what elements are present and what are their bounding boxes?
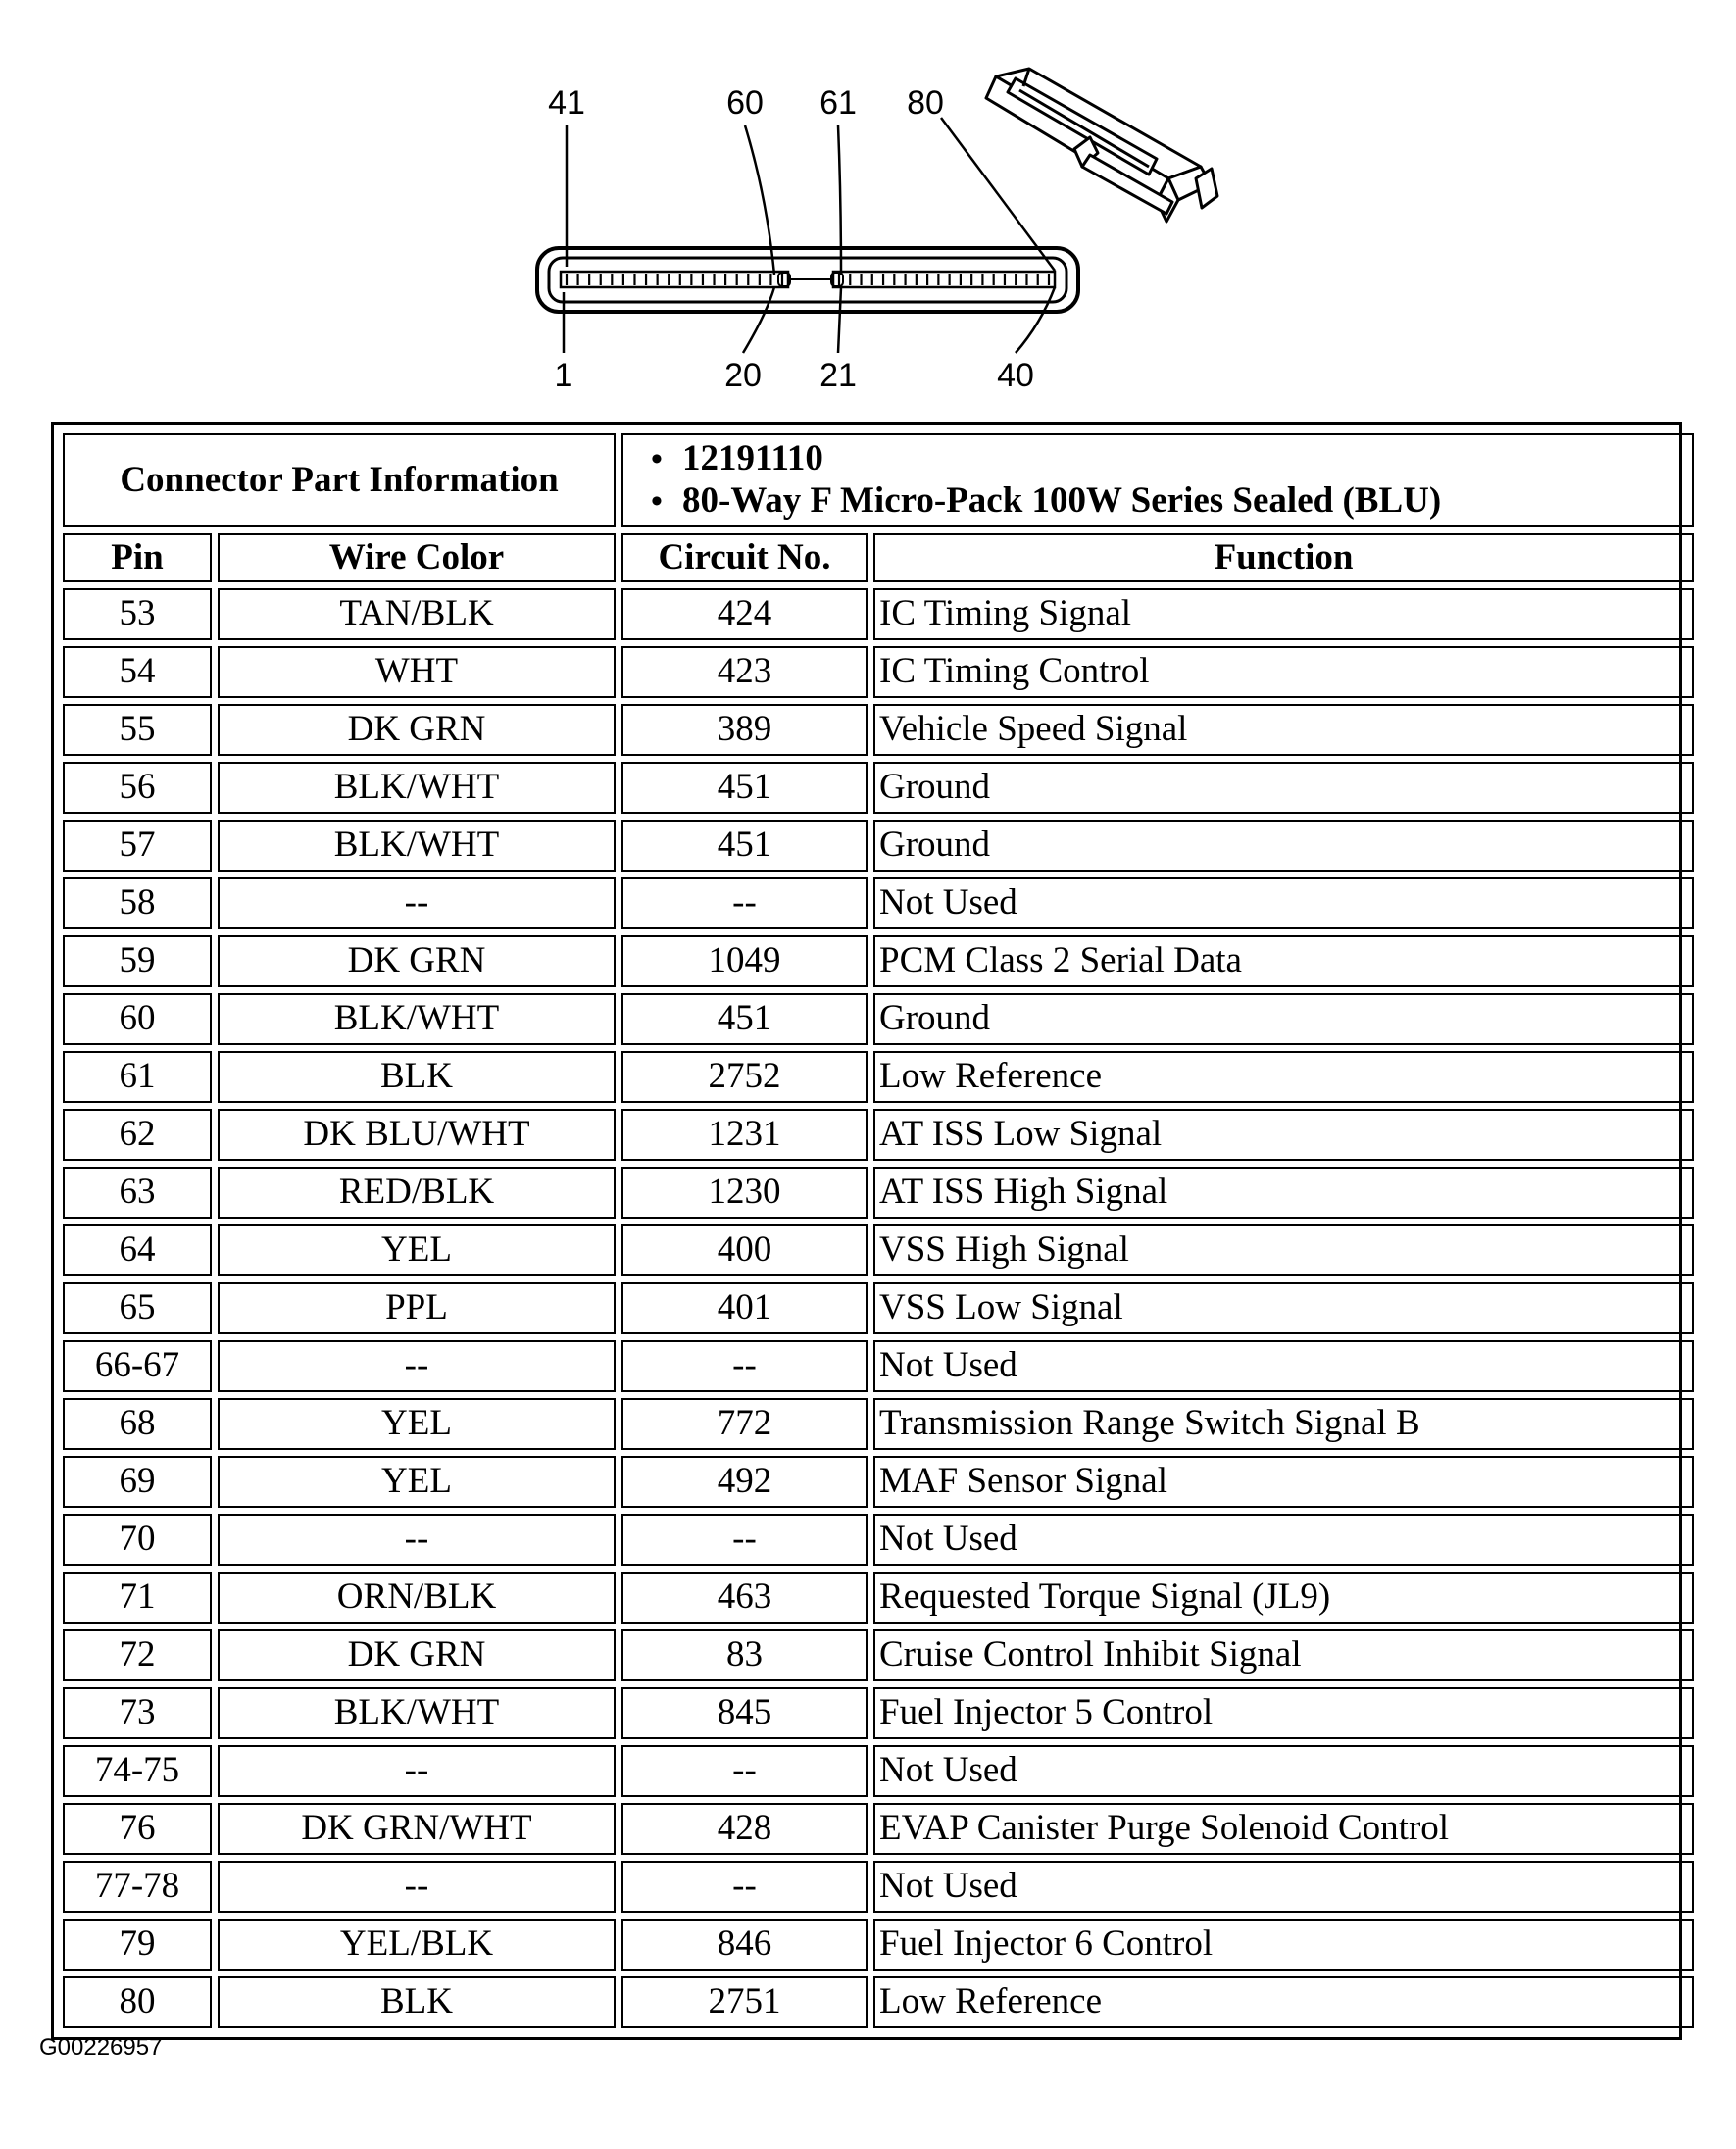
connector-diagram <box>0 0 1736 422</box>
wire-color-cell: DK GRN <box>218 935 616 987</box>
table-row <box>63 1629 1694 1681</box>
wire-color-cell: DK GRN <box>218 704 616 756</box>
circuit-cell: 1230 <box>621 1167 868 1219</box>
pin-cell: 64 <box>63 1224 212 1276</box>
function-cell: AT ISS High Signal <box>873 1167 1694 1219</box>
wire-color-cell: WHT <box>218 646 616 698</box>
circuit-cell: 846 <box>621 1919 868 1971</box>
pin-row-left <box>567 274 782 285</box>
pin-cell: 62 <box>63 1109 212 1161</box>
function-cell: Low Reference <box>873 1051 1694 1103</box>
table-row <box>63 1456 1694 1508</box>
circuit-cell: 772 <box>621 1398 868 1450</box>
pin-label-40: 40 <box>997 357 1034 394</box>
pinout-table-frame <box>51 422 1682 2040</box>
pin-cell: 79 <box>63 1919 212 1971</box>
pin-row-right <box>839 274 1049 285</box>
table-row <box>63 1340 1694 1392</box>
function-cell: Requested Torque Signal (JL9) <box>873 1572 1694 1624</box>
table-row <box>63 1109 1694 1161</box>
wire-color-cell: -- <box>218 1745 616 1797</box>
pin-cell: 65 <box>63 1282 212 1334</box>
function-cell: AT ISS Low Signal <box>873 1109 1694 1161</box>
column-header-wire-color: Wire Color <box>218 533 616 582</box>
function-cell: Low Reference <box>873 1976 1694 2028</box>
function-cell: EVAP Canister Purge Solenoid Control <box>873 1803 1694 1855</box>
circuit-cell: -- <box>621 1861 868 1913</box>
circuit-cell: 428 <box>621 1803 868 1855</box>
function-cell: VSS Low Signal <box>873 1282 1694 1334</box>
function-cell: Transmission Range Switch Signal B <box>873 1398 1694 1450</box>
circuit-cell: 2752 <box>621 1051 868 1103</box>
pin-cell: 80 <box>63 1976 212 2028</box>
pin-label-21: 21 <box>819 357 857 394</box>
pin-cell: 55 <box>63 704 212 756</box>
table-row <box>63 1398 1694 1450</box>
circuit-cell: 451 <box>621 993 868 1045</box>
table-row <box>63 762 1694 814</box>
connector-info-values <box>621 433 1694 527</box>
table-row <box>63 877 1694 929</box>
connector-face <box>537 248 1078 312</box>
table-row <box>63 1745 1694 1797</box>
connector-3d-view <box>986 69 1217 222</box>
pin-cell: 60 <box>63 993 212 1045</box>
pinout-table <box>57 427 1700 2034</box>
table-row <box>63 646 1694 698</box>
table-row <box>63 1803 1694 1855</box>
circuit-cell: 451 <box>621 820 868 872</box>
pin-cell: 76 <box>63 1803 212 1855</box>
wire-color-cell: TAN/BLK <box>218 588 616 640</box>
table-row <box>63 1572 1694 1624</box>
wire-color-cell: BLK <box>218 1976 616 2028</box>
circuit-cell: 463 <box>621 1572 868 1624</box>
pin-cell: 71 <box>63 1572 212 1624</box>
circuit-cell: -- <box>621 1514 868 1566</box>
wire-color-cell: YEL <box>218 1398 616 1450</box>
circuit-cell: -- <box>621 877 868 929</box>
circuit-cell: 492 <box>621 1456 868 1508</box>
circuit-cell: 1231 <box>621 1109 868 1161</box>
pin-cell: 58 <box>63 877 212 929</box>
table-row <box>63 1514 1694 1566</box>
wire-color-cell: -- <box>218 1514 616 1566</box>
table-header-row <box>63 533 1694 582</box>
pin-cell: 57 <box>63 820 212 872</box>
pin-label-80: 80 <box>907 84 944 122</box>
circuit-cell: 845 <box>621 1687 868 1739</box>
circuit-cell: 400 <box>621 1224 868 1276</box>
wire-color-cell: ORN/BLK <box>218 1572 616 1624</box>
table-row <box>63 1687 1694 1739</box>
wire-color-cell: RED/BLK <box>218 1167 616 1219</box>
wire-color-cell: -- <box>218 1861 616 1913</box>
pin-cell: 77-78 <box>63 1861 212 1913</box>
table-row <box>63 704 1694 756</box>
wire-color-cell: BLK/WHT <box>218 1687 616 1739</box>
circuit-cell: 389 <box>621 704 868 756</box>
wire-color-cell: BLK <box>218 1051 616 1103</box>
circuit-cell: 1049 <box>621 935 868 987</box>
pin-cell: 61 <box>63 1051 212 1103</box>
function-cell: PCM Class 2 Serial Data <box>873 935 1694 987</box>
circuit-cell: 2751 <box>621 1976 868 2028</box>
circuit-cell: -- <box>621 1745 868 1797</box>
pin-cell: 70 <box>63 1514 212 1566</box>
wire-color-cell: BLK/WHT <box>218 993 616 1045</box>
wire-color-cell: BLK/WHT <box>218 820 616 872</box>
function-cell: Not Used <box>873 1514 1694 1566</box>
circuit-cell: 451 <box>621 762 868 814</box>
pin-cell: 59 <box>63 935 212 987</box>
pin-label-41: 41 <box>548 84 585 122</box>
function-cell: VSS High Signal <box>873 1224 1694 1276</box>
circuit-cell: -- <box>621 1340 868 1392</box>
pin-cell: 63 <box>63 1167 212 1219</box>
function-cell: MAF Sensor Signal <box>873 1456 1694 1508</box>
function-cell: Not Used <box>873 1861 1694 1913</box>
wire-color-cell: DK GRN/WHT <box>218 1803 616 1855</box>
table-row <box>63 935 1694 987</box>
wire-color-cell: BLK/WHT <box>218 762 616 814</box>
function-cell: Not Used <box>873 1745 1694 1797</box>
function-cell: Cruise Control Inhibit Signal <box>873 1629 1694 1681</box>
pin-label-20: 20 <box>724 357 762 394</box>
connector-info-label: Connector Part Information <box>63 433 616 527</box>
circuit-cell: 401 <box>621 1282 868 1334</box>
function-cell: Fuel Injector 5 Control <box>873 1687 1694 1739</box>
table-row <box>63 1282 1694 1334</box>
table-row <box>63 820 1694 872</box>
circuit-cell: 424 <box>621 588 868 640</box>
pin-label-61: 61 <box>819 84 857 122</box>
function-cell: Vehicle Speed Signal <box>873 704 1694 756</box>
table-row <box>63 993 1694 1045</box>
connector-description: • 80-Way F Micro-Pack 100W Series Sealed (BLU) <box>682 480 1686 523</box>
column-header-pin: Pin <box>63 533 212 582</box>
circuit-cell: 423 <box>621 646 868 698</box>
pin-label-60: 60 <box>726 84 764 122</box>
function-cell: Ground <box>873 993 1694 1045</box>
pin-label-1: 1 <box>554 357 573 394</box>
function-cell: Ground <box>873 820 1694 872</box>
pin-cell: 53 <box>63 588 212 640</box>
table-row <box>63 1051 1694 1103</box>
wire-color-cell: YEL <box>218 1456 616 1508</box>
wire-color-cell: YEL <box>218 1224 616 1276</box>
table-row <box>63 588 1694 640</box>
function-cell: IC Timing Control <box>873 646 1694 698</box>
pin-cell: 74-75 <box>63 1745 212 1797</box>
column-header-function: Function <box>873 533 1694 582</box>
pin-cell: 69 <box>63 1456 212 1508</box>
function-cell: Fuel Injector 6 Control <box>873 1919 1694 1971</box>
connector-part-number: • 12191110 <box>682 438 1686 480</box>
pin-cell: 54 <box>63 646 212 698</box>
circuit-cell: 83 <box>621 1629 868 1681</box>
table-row <box>63 1976 1694 2028</box>
function-cell: Not Used <box>873 1340 1694 1392</box>
table-row <box>63 1224 1694 1276</box>
wire-color-cell: DK GRN <box>218 1629 616 1681</box>
table-row <box>63 1167 1694 1219</box>
function-cell: IC Timing Signal <box>873 588 1694 640</box>
pin-cell: 66-67 <box>63 1340 212 1392</box>
wire-color-cell: YEL/BLK <box>218 1919 616 1971</box>
connector-info-row <box>63 433 1694 527</box>
pin-cell: 72 <box>63 1629 212 1681</box>
pin-cell: 68 <box>63 1398 212 1450</box>
function-cell: Ground <box>873 762 1694 814</box>
pin-cell: 73 <box>63 1687 212 1739</box>
table-row <box>63 1861 1694 1913</box>
wire-color-cell: DK BLU/WHT <box>218 1109 616 1161</box>
pin-cell: 56 <box>63 762 212 814</box>
column-header-circuit: Circuit No. <box>621 533 868 582</box>
wire-color-cell: PPL <box>218 1282 616 1334</box>
wire-color-cell: -- <box>218 877 616 929</box>
leader-lines <box>564 118 1055 353</box>
figure-id: G00226957 <box>39 2034 163 2061</box>
table-row <box>63 1919 1694 1971</box>
function-cell: Not Used <box>873 877 1694 929</box>
wire-color-cell: -- <box>218 1340 616 1392</box>
